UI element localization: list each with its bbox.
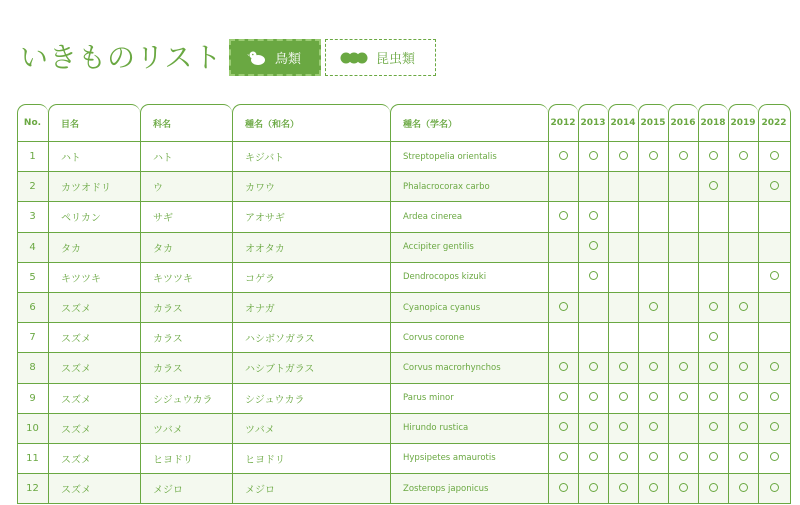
- cell-year-mark: [728, 474, 758, 504]
- cell-year-mark: [668, 474, 698, 504]
- cell-year-mark: [578, 414, 608, 444]
- observed-circle-icon: [619, 392, 628, 401]
- observed-circle-icon: [589, 151, 598, 160]
- cell-year-mark: [758, 202, 791, 232]
- cell-year-mark: [608, 293, 638, 323]
- cell-year-mark: [638, 384, 668, 414]
- cell-year-mark: [698, 323, 728, 353]
- header-year: 2022: [758, 104, 791, 142]
- header-year: 2012: [548, 104, 578, 142]
- observed-circle-icon: [770, 483, 779, 492]
- cell-year-mark: [728, 172, 758, 202]
- cell-year-mark: [668, 293, 698, 323]
- cell-no: 8: [17, 353, 48, 383]
- cell-year-mark: [578, 384, 608, 414]
- cell-scientific-name: Cyanopica cyanus: [390, 293, 548, 323]
- cell-year-mark: [698, 263, 728, 293]
- observed-circle-icon: [770, 452, 779, 461]
- cell-year-mark: [728, 384, 758, 414]
- observed-circle-icon: [770, 422, 779, 431]
- cell-year-mark: [698, 233, 728, 263]
- table-row: [17, 323, 791, 353]
- observed-circle-icon: [559, 483, 568, 492]
- cell-year-mark: [758, 353, 791, 383]
- header-japanese-name: 種名（和名）: [232, 104, 390, 142]
- cell-year-mark: [728, 263, 758, 293]
- cell-scientific-name: Hypsipetes amaurotis: [390, 444, 548, 474]
- header-year: 2019: [728, 104, 758, 142]
- page-title: いきものリスト: [20, 41, 223, 74]
- observed-circle-icon: [589, 392, 598, 401]
- cell-year-mark: [668, 414, 698, 444]
- cell-year-mark: [578, 172, 608, 202]
- cell-family: ヒヨドリ: [140, 444, 232, 474]
- observed-circle-icon: [589, 211, 598, 220]
- bird-icon: [247, 50, 267, 66]
- table-row: [17, 202, 791, 232]
- cell-year-mark: [548, 293, 578, 323]
- cell-year-mark: [578, 474, 608, 504]
- cell-family: サギ: [140, 202, 232, 232]
- observed-circle-icon: [679, 452, 688, 461]
- observed-circle-icon: [709, 181, 718, 190]
- cell-order: スズメ: [48, 474, 140, 504]
- cell-year-mark: [548, 414, 578, 444]
- observed-circle-icon: [589, 483, 598, 492]
- cell-order: スズメ: [48, 353, 140, 383]
- observed-circle-icon: [770, 151, 779, 160]
- cell-year-mark: [608, 142, 638, 172]
- observed-circle-icon: [559, 422, 568, 431]
- cell-year-mark: [608, 353, 638, 383]
- cell-year-mark: [758, 142, 791, 172]
- cell-year-mark: [728, 233, 758, 263]
- cell-no: 11: [17, 444, 48, 474]
- cell-year-mark: [638, 323, 668, 353]
- cell-year-mark: [548, 142, 578, 172]
- cell-year-mark: [668, 142, 698, 172]
- table-row: [17, 444, 791, 474]
- cell-year-mark: [758, 384, 791, 414]
- cell-scientific-name: Parus minor: [390, 384, 548, 414]
- cell-year-mark: [548, 233, 578, 263]
- cell-year-mark: [638, 353, 668, 383]
- observed-circle-icon: [770, 362, 779, 371]
- observed-circle-icon: [709, 392, 718, 401]
- cell-japanese-name: ツバメ: [232, 414, 390, 444]
- cell-no: 4: [17, 233, 48, 263]
- observed-circle-icon: [559, 302, 568, 311]
- observed-circle-icon: [770, 181, 779, 190]
- observed-circle-icon: [739, 483, 748, 492]
- cell-year-mark: [668, 353, 698, 383]
- observed-circle-icon: [619, 362, 628, 371]
- cell-family: ツバメ: [140, 414, 232, 444]
- observed-circle-icon: [559, 392, 568, 401]
- cell-no: 1: [17, 142, 48, 172]
- cell-year-mark: [548, 444, 578, 474]
- observed-circle-icon: [559, 452, 568, 461]
- observed-circle-icon: [559, 151, 568, 160]
- tab-insects[interactable]: [325, 39, 436, 76]
- observed-circle-icon: [709, 151, 718, 160]
- table-row: [17, 414, 791, 444]
- observed-circle-icon: [619, 151, 628, 160]
- cell-japanese-name: メジロ: [232, 474, 390, 504]
- cell-year-mark: [638, 293, 668, 323]
- observed-circle-icon: [559, 362, 568, 371]
- cell-year-mark: [548, 263, 578, 293]
- cell-year-mark: [668, 444, 698, 474]
- header-family: 科名: [140, 104, 232, 142]
- observed-circle-icon: [679, 362, 688, 371]
- cell-year-mark: [668, 263, 698, 293]
- cell-year-mark: [578, 142, 608, 172]
- cell-scientific-name: Corvus macrorhynchos: [390, 353, 548, 383]
- cell-japanese-name: カワウ: [232, 172, 390, 202]
- header-no: No.: [17, 104, 48, 142]
- observed-circle-icon: [770, 271, 779, 280]
- cell-scientific-name: Streptopelia orientalis: [390, 142, 548, 172]
- cell-year-mark: [758, 263, 791, 293]
- cell-order: スズメ: [48, 414, 140, 444]
- cell-year-mark: [728, 414, 758, 444]
- cell-japanese-name: ハシボソガラス: [232, 323, 390, 353]
- cell-year-mark: [548, 353, 578, 383]
- cell-year-mark: [728, 444, 758, 474]
- cell-year-mark: [758, 414, 791, 444]
- table-row: [17, 142, 791, 172]
- observed-circle-icon: [739, 452, 748, 461]
- observed-circle-icon: [739, 392, 748, 401]
- cell-year-mark: [668, 233, 698, 263]
- cell-year-mark: [608, 172, 638, 202]
- cell-year-mark: [548, 323, 578, 353]
- cell-japanese-name: キジバト: [232, 142, 390, 172]
- cell-japanese-name: ハシブトガラス: [232, 353, 390, 383]
- cell-year-mark: [638, 142, 668, 172]
- cell-year-mark: [728, 323, 758, 353]
- observed-circle-icon: [649, 362, 658, 371]
- cell-scientific-name: Zosterops japonicus: [390, 474, 548, 504]
- cell-year-mark: [698, 172, 728, 202]
- cell-no: 12: [17, 474, 48, 504]
- observed-circle-icon: [649, 392, 658, 401]
- cell-year-mark: [638, 233, 668, 263]
- observed-circle-icon: [709, 483, 718, 492]
- observed-circle-icon: [649, 151, 658, 160]
- observed-circle-icon: [589, 271, 598, 280]
- cell-year-mark: [608, 202, 638, 232]
- observed-circle-icon: [739, 362, 748, 371]
- observed-circle-icon: [559, 211, 568, 220]
- table-row: [17, 233, 791, 263]
- species-table: [17, 104, 791, 504]
- cell-japanese-name: アオサギ: [232, 202, 390, 232]
- cell-year-mark: [638, 474, 668, 504]
- species-table-container: [17, 104, 791, 504]
- observed-circle-icon: [649, 452, 658, 461]
- cell-year-mark: [638, 172, 668, 202]
- cell-scientific-name: Corvus corone: [390, 323, 548, 353]
- cell-year-mark: [728, 293, 758, 323]
- observed-circle-icon: [709, 422, 718, 431]
- cell-family: ハト: [140, 142, 232, 172]
- cell-order: スズメ: [48, 323, 140, 353]
- cell-year-mark: [608, 263, 638, 293]
- observed-circle-icon: [770, 392, 779, 401]
- cell-year-mark: [758, 323, 791, 353]
- observed-circle-icon: [709, 332, 718, 341]
- observed-circle-icon: [709, 302, 718, 311]
- cell-year-mark: [758, 474, 791, 504]
- cell-japanese-name: ヒヨドリ: [232, 444, 390, 474]
- observed-circle-icon: [649, 483, 658, 492]
- cell-year-mark: [638, 202, 668, 232]
- tab-birds[interactable]: [229, 39, 321, 76]
- cell-order: スズメ: [48, 444, 140, 474]
- cell-year-mark: [698, 202, 728, 232]
- cell-year-mark: [698, 142, 728, 172]
- cell-no: 10: [17, 414, 48, 444]
- cell-family: カラス: [140, 353, 232, 383]
- tab-birds-label: 鳥類: [275, 52, 302, 67]
- cell-order: ペリカン: [48, 202, 140, 232]
- cell-no: 5: [17, 263, 48, 293]
- cell-year-mark: [698, 293, 728, 323]
- cell-year-mark: [548, 474, 578, 504]
- cell-year-mark: [758, 444, 791, 474]
- cell-year-mark: [668, 323, 698, 353]
- cell-year-mark: [548, 172, 578, 202]
- cell-year-mark: [608, 414, 638, 444]
- observed-circle-icon: [589, 241, 598, 250]
- cell-year-mark: [698, 353, 728, 383]
- cell-year-mark: [578, 444, 608, 474]
- observed-circle-icon: [619, 422, 628, 431]
- observed-circle-icon: [709, 452, 718, 461]
- observed-circle-icon: [679, 151, 688, 160]
- cell-year-mark: [608, 474, 638, 504]
- header-year: 2018: [698, 104, 728, 142]
- cell-family: キツツキ: [140, 263, 232, 293]
- cell-family: カラス: [140, 323, 232, 353]
- table-header-row: [17, 104, 791, 142]
- cell-scientific-name: Phalacrocorax carbo: [390, 172, 548, 202]
- observed-circle-icon: [679, 392, 688, 401]
- cell-year-mark: [698, 444, 728, 474]
- table-row: [17, 474, 791, 504]
- table-row: [17, 293, 791, 323]
- cell-japanese-name: オナガ: [232, 293, 390, 323]
- header-year: 2014: [608, 104, 638, 142]
- cell-no: 2: [17, 172, 48, 202]
- cell-scientific-name: Accipiter gentilis: [390, 233, 548, 263]
- cell-scientific-name: Hirundo rustica: [390, 414, 548, 444]
- observed-circle-icon: [589, 452, 598, 461]
- cell-japanese-name: オオタカ: [232, 233, 390, 263]
- table-row: [17, 384, 791, 414]
- observed-circle-icon: [649, 302, 658, 311]
- cell-year-mark: [668, 384, 698, 414]
- cell-year-mark: [608, 233, 638, 263]
- cell-order: ハト: [48, 142, 140, 172]
- observed-circle-icon: [739, 151, 748, 160]
- cell-no: 9: [17, 384, 48, 414]
- cell-scientific-name: Dendrocopos kizuki: [390, 263, 548, 293]
- observed-circle-icon: [709, 362, 718, 371]
- cell-family: シジュウカラ: [140, 384, 232, 414]
- cell-year-mark: [608, 323, 638, 353]
- cell-year-mark: [548, 202, 578, 232]
- observed-circle-icon: [619, 483, 628, 492]
- cell-family: メジロ: [140, 474, 232, 504]
- caterpillar-icon: [340, 51, 368, 65]
- cell-scientific-name: Ardea cinerea: [390, 202, 548, 232]
- cell-year-mark: [578, 202, 608, 232]
- cell-order: タカ: [48, 233, 140, 263]
- header-order: 目名: [48, 104, 140, 142]
- cell-year-mark: [728, 142, 758, 172]
- cell-year-mark: [608, 384, 638, 414]
- cell-family: カラス: [140, 293, 232, 323]
- cell-year-mark: [758, 172, 791, 202]
- cell-year-mark: [608, 444, 638, 474]
- observed-circle-icon: [649, 422, 658, 431]
- table-body: [17, 142, 791, 504]
- observed-circle-icon: [589, 362, 598, 371]
- tab-insects-label: 昆虫類: [376, 52, 416, 67]
- cell-year-mark: [758, 233, 791, 263]
- table-row: [17, 353, 791, 383]
- header-year: 2013: [578, 104, 608, 142]
- table-row: [17, 263, 791, 293]
- header-year: 2015: [638, 104, 668, 142]
- cell-year-mark: [578, 263, 608, 293]
- cell-no: 3: [17, 202, 48, 232]
- cell-order: カツオドリ: [48, 172, 140, 202]
- cell-year-mark: [578, 293, 608, 323]
- cell-family: ウ: [140, 172, 232, 202]
- cell-japanese-name: シジュウカラ: [232, 384, 390, 414]
- cell-year-mark: [638, 444, 668, 474]
- cell-year-mark: [638, 263, 668, 293]
- cell-year-mark: [578, 323, 608, 353]
- observed-circle-icon: [739, 302, 748, 311]
- cell-year-mark: [758, 293, 791, 323]
- header-year: 2016: [668, 104, 698, 142]
- cell-year-mark: [578, 353, 608, 383]
- cell-year-mark: [698, 414, 728, 444]
- observed-circle-icon: [589, 422, 598, 431]
- cell-order: キツツキ: [48, 263, 140, 293]
- observed-circle-icon: [679, 483, 688, 492]
- cell-order: スズメ: [48, 293, 140, 323]
- cell-year-mark: [668, 172, 698, 202]
- cell-no: 6: [17, 293, 48, 323]
- header-scientific-name: 種名（学名）: [390, 104, 548, 142]
- cell-year-mark: [578, 233, 608, 263]
- observed-circle-icon: [619, 452, 628, 461]
- cell-year-mark: [638, 414, 668, 444]
- cell-year-mark: [548, 384, 578, 414]
- cell-year-mark: [698, 474, 728, 504]
- cell-year-mark: [728, 353, 758, 383]
- cell-year-mark: [728, 202, 758, 232]
- cell-year-mark: [668, 202, 698, 232]
- cell-family: タカ: [140, 233, 232, 263]
- cell-japanese-name: コゲラ: [232, 263, 390, 293]
- observed-circle-icon: [739, 422, 748, 431]
- table-row: [17, 172, 791, 202]
- cell-order: スズメ: [48, 384, 140, 414]
- cell-no: 7: [17, 323, 48, 353]
- cell-year-mark: [698, 384, 728, 414]
